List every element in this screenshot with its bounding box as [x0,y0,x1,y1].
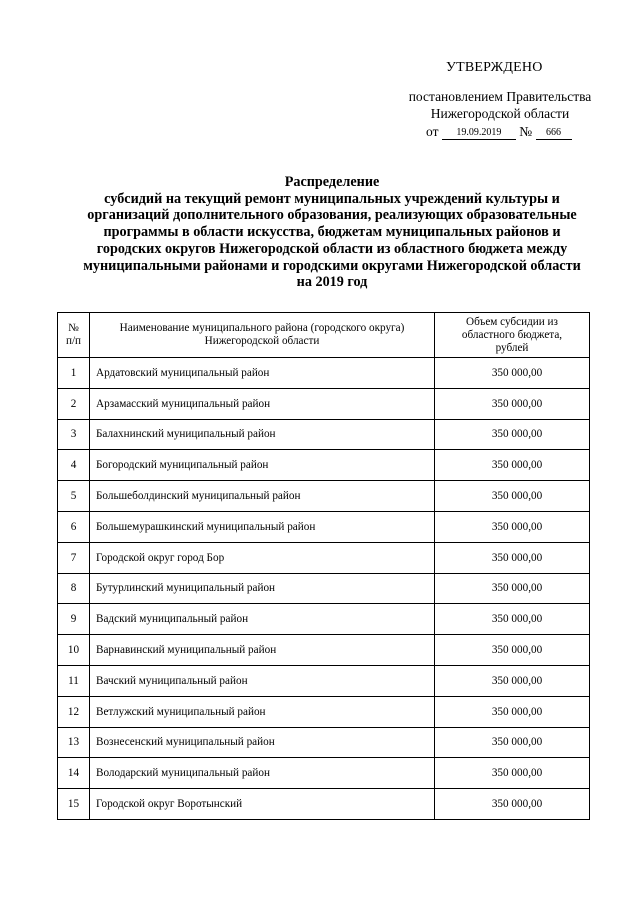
row-num: 3 [58,419,90,450]
table-row [58,696,590,727]
row-name: Вознесенский муниципальный район [90,727,435,758]
row-name: Володарский муниципальный район [90,758,435,789]
row-num: 12 [58,696,90,727]
row-amount: 350 000,00 [435,481,590,512]
row-num: 13 [58,727,90,758]
row-num: 14 [58,758,90,789]
row-name: Ардатовский муниципальный район [90,358,435,389]
row-name: Балахнинский муниципальный район [90,419,435,450]
title-line: городских округов Нижегородской области из областного бюджета между [96,240,568,257]
table-row [58,604,590,635]
date-prefix: от [426,124,439,139]
row-amount: 350 000,00 [435,419,590,450]
row-amount: 350 000,00 [435,358,590,389]
header-amount-line: областного бюджета, [461,328,563,341]
row-num: 1 [58,358,90,389]
row-amount: 350 000,00 [435,511,590,542]
decree-number: 666 [536,127,572,140]
decree-reference [360,88,640,122]
row-amount: 350 000,00 [435,604,590,635]
subsidy-table [57,312,590,820]
row-name: Арзамасский муниципальный район [90,388,435,419]
table-row [58,727,590,758]
row-name: Городской округ город Бор [90,542,435,573]
table-row [58,481,590,512]
row-num: 11 [58,665,90,696]
row-name: Ветлужский муниципальный район [90,696,435,727]
table-row [58,665,590,696]
table-row [58,358,590,389]
decree-date-line [426,124,572,140]
row-amount: 350 000,00 [435,727,590,758]
header-num-line: № [68,322,79,334]
row-num: 2 [58,388,90,419]
row-num: 9 [58,604,90,635]
table-row [58,635,590,666]
row-name: Вачский муниципальный район [90,665,435,696]
row-num: 7 [58,542,90,573]
decree-line-2: Нижегородской области [430,106,570,121]
row-num: 15 [58,789,90,820]
header-amount-line: рублей [495,341,529,354]
table-row [58,511,590,542]
approval-stamp: УТВЕРЖДЕНО [446,60,543,75]
table-row [58,388,590,419]
table-header-row [58,313,590,358]
row-amount: 350 000,00 [435,573,590,604]
row-name: Богородский муниципальный район [90,450,435,481]
row-name: Варнавинский муниципальный район [90,635,435,666]
title-line: муниципальными районами и городскими округами Нижегородской области [83,257,581,274]
row-num: 10 [58,635,90,666]
row-name: Вадский муниципальный район [90,604,435,635]
row-amount: 350 000,00 [435,635,590,666]
row-amount: 350 000,00 [435,450,590,481]
title-line: программы в области искусства, бюджетам муниципальных районов и [103,224,561,241]
header-amount [435,313,590,358]
row-name: Большеболдинский муниципальный район [90,481,435,512]
title-line: на 2019 год [296,274,368,291]
row-name: Большемурашкинский муниципальный район [90,511,435,542]
row-num: 5 [58,481,90,512]
header-num-line: п/п [65,335,82,347]
table-row [58,419,590,450]
row-amount: 350 000,00 [435,665,590,696]
header-name [90,313,435,358]
row-amount: 350 000,00 [435,696,590,727]
header-amount-line: Объем субсидии из [466,315,558,328]
table-row [58,450,590,481]
title-line: субсидий на текущий ремонт муниципальных учреждений культуры и [104,190,560,207]
number-prefix: № [519,124,533,139]
decree-date: 19.09.2019 [442,127,516,140]
title-line: Распределение [284,174,380,190]
table-row [58,789,590,820]
row-num: 6 [58,511,90,542]
header-name-line: Нижегородской области [204,335,320,347]
header-name-line: Наименование муниципального района (городского округа) [119,322,405,334]
header-num [58,313,90,358]
table-row [58,573,590,604]
row-amount: 350 000,00 [435,789,590,820]
decree-line-1: постановлением Правительства [408,89,592,104]
row-amount: 350 000,00 [435,542,590,573]
row-amount: 350 000,00 [435,388,590,419]
table-row [58,758,590,789]
row-name: Городской округ Воротынский [90,789,435,820]
row-num: 8 [58,573,90,604]
row-num: 4 [58,450,90,481]
title-line: организаций дополнительного образования, реализующих образовательные [87,207,577,224]
row-amount: 350 000,00 [435,758,590,789]
document-title [40,174,624,291]
table-row [58,542,590,573]
row-name: Бутурлинский муниципальный район [90,573,435,604]
